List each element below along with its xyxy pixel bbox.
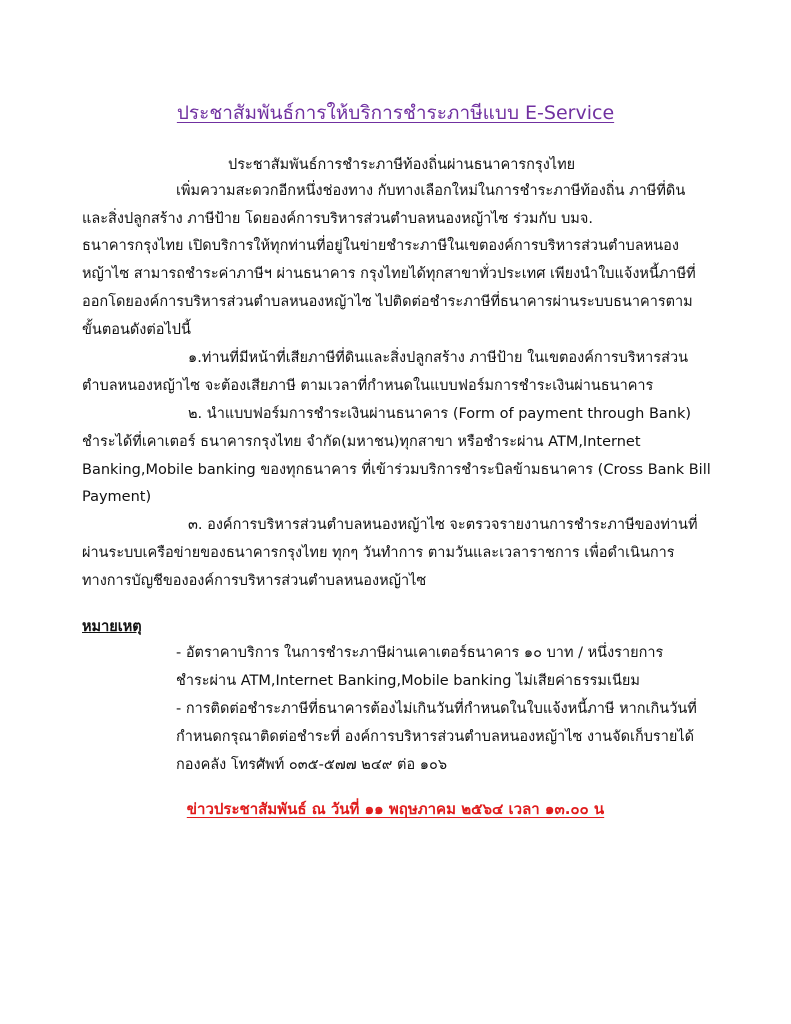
note-line: ชำระผ่าน ATM,Internet Banking,Mobile banking ไม่เสียค่าธรรมเนียม xyxy=(176,673,640,689)
step2-line: Banking,Mobile banking ของทุกธนาคาร ที่เข้าร่วมบริการชำระบิลข้ามธนาคาร (Cross Bank Bill xyxy=(82,462,711,478)
note-line: กำหนดกรุณาติดต่อชำระที่ องค์การบริหารส่วนตำบลหนองหญ้าไซ งานจัดเก็บรายได้ xyxy=(176,729,695,745)
step2-line: Payment) xyxy=(82,489,152,505)
step1-line: ตำบลหนองหญ้าไซ จะต้องเสียภาษี ตามเวลาที่กำหนดในแบบฟอร์มการชำระเงินผ่านธนาคาร xyxy=(82,378,654,394)
note-line: - การติดต่อชำระภาษีที่ธนาคารต้องไม่เกินวันที่กำหนดในใบแจ้งหนี้ภาษี หากเกินวันที่ xyxy=(176,701,697,717)
note-heading: หมายเหตุ xyxy=(82,619,142,635)
step3-line: ๓. องค์การบริหารส่วนตำบลหนองหญ้าไซ จะตรวจรายงานการชำระภาษีของท่านที่ xyxy=(188,517,698,533)
intro-line: ออกโดยองค์การบริหารส่วนตำบลหนองหญ้าไซ ไปติดต่อชำระภาษีที่ธนาคารผ่านระบบธนาคารตาม xyxy=(82,294,693,310)
step3-line: ผ่านระบบเครือข่ายของธนาคารกรุงไทย ทุกๆ วันทำการ ตามวันและเวลาราชการ เพื่อดำเนินการ xyxy=(82,545,675,561)
step2-line: ชำระได้ที่เคาเตอร์ ธนาคารกรุงไทย จำกัด(มหาชน)ทุกสาขา หรือชำระผ่าน ATM,Internet xyxy=(82,434,641,450)
intro-line: เพิ่มความสะดวกอีกหนึ่งช่องทาง กับทางเลือกใหม่ในการชำระภาษีท้องถิ่น ภาษีที่ดิน xyxy=(176,183,686,199)
note-line: - อัตราคาบริการ ในการชำระภาษีผ่านเคาเตอร์ธนาคาร ๑๐ บาท / หนึ่งรายการ xyxy=(176,645,664,661)
intro-line: ธนาคารกรุงไทย เปิดบริการให้ทุกท่านที่อยู่ในข่ายชำระภาษีในเขตองค์การบริหารส่วนตำบลหนอง xyxy=(82,238,679,254)
intro-line: และสิ่งปลูกสร้าง ภาษีป้าย โดยองค์การบริหารส่วนตำบลหนองหญ้าไซ ร่วมกับ บมจ. xyxy=(82,211,593,227)
intro-line: หญ้าไซ สามารถชำระค่าภาษีฯ ผ่านธนาคาร กรุงไทยได้ทุกสาขาทั่วประเทศ เพียงนำใบแจ้งหนี้ภาษีที่ xyxy=(82,266,696,282)
page-title: ประชาสัมพันธ์การให้บริการชำระภาษีแบบ E-Service xyxy=(176,102,615,124)
step3-line: ทางการบัญชีขององค์การบริหารส่วนตำบลหนองหญ้าไซ xyxy=(82,573,427,589)
announcement-date: ข่าวประชาสัมพันธ์ ณ วันที่ ๑๑ พฤษภาคม ๒๕๖๔ เวลา ๑๓.๐๐ น xyxy=(186,800,605,818)
subtitle: ประชาสัมพันธ์การชำระภาษีท้องถิ่นผ่านธนาคารกรุงไทย xyxy=(228,157,576,173)
note-line: กองคลัง โทรศัพท์ ๐๓๕-๕๗๗ ๒๔๙ ต่อ ๑๐๖ xyxy=(176,757,448,773)
step2-line: ๒. นำแบบฟอร์มการชำระเงินผ่านธนาคาร (Form of payment through Bank) xyxy=(188,406,692,422)
intro-line: ขั้นตอนดังต่อไปนี้ xyxy=(82,322,191,338)
step1-line: ๑.ท่านที่มีหน้าที่เสียภาษีที่ดินและสิ่งปลูกสร้าง ภาษีป้าย ในเขตองค์การบริหารส่วน xyxy=(188,350,689,366)
